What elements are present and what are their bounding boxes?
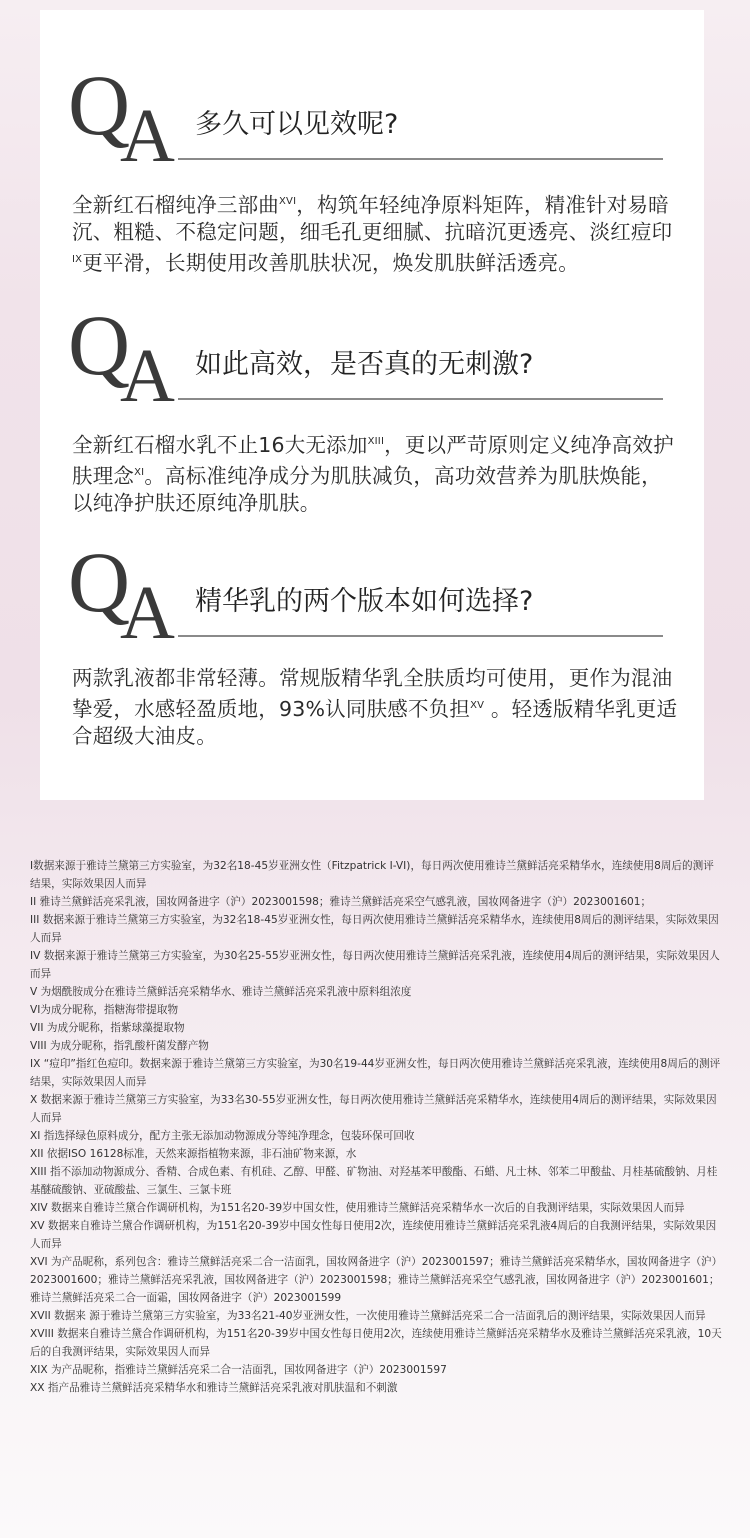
footnote: XIV 数据来自雅诗兰黛合作调研机构，为151名20-39岁中国女性，使用雅诗兰黛鲜活亮采精华水一次后的自我测评结果，实际效果因人而异 <box>30 1202 685 1214</box>
qa-logo-a: A <box>120 94 175 178</box>
footnote: XIX 为产品昵称，指雅诗兰黛鲜活亮采二合一洁面乳，国妆网备进字（沪）2023001597 <box>30 1364 447 1376</box>
qa-logo-a: A <box>120 571 175 655</box>
qa-logo <box>68 534 188 655</box>
footnote: I数据来源于雅诗兰黛第三方实验室，为32名18-45岁亚洲女性（Fitzpatrick I-VI)，每日两次使用雅诗兰黛鲜活亮采精华水，连续使用8周后的测评结果，实际效果因人而异 <box>30 860 714 890</box>
qa-divider <box>178 635 663 637</box>
footnote: IX “痘印”指红色痘印。数据来源于雅诗兰黛第三方实验室，为30名19-44岁亚洲女性，每日两次使用雅诗兰黛鲜活亮采乳液，连续使用8周后的测评结果，实际效果因人而异 <box>30 1058 721 1088</box>
qa-answer <box>72 665 682 750</box>
footnote: XI 指选择绿色原料成分，配方主张无添加动物源成分等纯净理念，包装环保可回收 <box>30 1130 415 1142</box>
footnote: VIII 为成分昵称，指乳酸杆菌发酵产物 <box>30 1040 209 1052</box>
qa-logo-q: Q <box>68 534 131 630</box>
footnote: XII 依据ISO 16128标准，天然来源指植物来源，非石油矿物来源，水 <box>30 1148 357 1160</box>
footnote: IV 数据来源于雅诗兰黛第三方实验室，为30名25-55岁亚洲女性，每日两次使用雅诗兰黛鲜活亮采乳液，连续使用4周后的测评结果，实际效果因人而异 <box>30 950 720 980</box>
qa-divider <box>178 158 663 160</box>
qa-logo-q: Q <box>68 297 131 393</box>
qa-logo <box>68 57 188 178</box>
footnote-marker: XI <box>134 467 145 478</box>
answer-text: 全新红石榴纯净三部曲 <box>72 193 279 217</box>
answer-text: 更平滑，长期使用改善肌肤状况，焕发肌肤鲜活透亮。 <box>82 251 580 275</box>
footnote: XVI 为产品昵称，系列包含：雅诗兰黛鲜活亮采二合一洁面乳，国妆网备进字（沪）2023001597；雅诗兰黛鲜活亮采精华水，国妆网备进字（沪）2023001600；雅诗兰黛鲜活亮采乳液，国妆网备进字（沪）2023001598；雅诗兰黛鲜活亮采空气感乳液，国妆网备进字（沪）2023001601；雅诗兰黛鲜活亮采二合一面霜，国妆网备进字（沪）2023001599 <box>30 1256 720 1304</box>
answer-text: 全新红石榴水乳不止16大无添加 <box>72 433 368 457</box>
footnote: XVII 数据来 源于雅诗兰黛第三方实验室，为33名21-40岁亚洲女性，一次使用雅诗兰黛鲜活亮采二合一洁面乳后的测评结果，实际效果因人而异 <box>30 1310 706 1322</box>
qa-question: 多久可以见效呢? <box>195 109 399 140</box>
answer-text: 两款乳液都非常轻薄。常规版精华乳全肤质均可使用，更作为混油挚爱，水感轻盈质地，93%认同肤感不负担 <box>72 666 673 721</box>
qa-divider <box>178 398 663 400</box>
footnote-marker: IX <box>72 254 83 265</box>
answer-text: 。轻透版精华乳更适合超级大油皮。 <box>72 697 678 748</box>
footnotes <box>30 857 722 1397</box>
answer-text: 。高标准纯净成分为肌肤减负，高功效营养为肌肤焕能，以纯净护肤还原纯净肌肤。 <box>72 464 662 515</box>
qa-question: 精华乳的两个版本如何选择? <box>195 586 534 617</box>
footnote-marker: XIII <box>367 436 385 447</box>
qa-answer <box>72 188 682 277</box>
qa-card <box>40 10 704 800</box>
footnote: VI为成分昵称，指糖海带提取物 <box>30 1004 179 1016</box>
qa-logo <box>68 297 188 418</box>
footnote: XIII 指不添加动物源成分、香精、合成色素、有机硅、乙醇、甲醛、矿物油、对羟基苯甲酸酯、石蜡、凡士林、邻苯二甲酸盐、月桂基硫酸钠、月桂基醚硫酸钠、亚硫酸盐、三氯生、三氯卡班 <box>30 1166 718 1196</box>
answer-text: ，更以严苛原则定义纯净高效护肤理念 <box>72 433 674 488</box>
footnote: V 为烟酰胺成分在雅诗兰黛鲜活亮采精华水、雅诗兰黛鲜活亮采乳液中原料组浓度 <box>30 986 412 998</box>
footnote: VII 为成分昵称，指紫球藻提取物 <box>30 1022 185 1034</box>
answer-text: ，构筑年轻纯净原料矩阵，精准针对易暗沉、粗糙、不稳定问题，细毛孔更细腻、抗暗沉更透亮、淡红痘印 <box>72 193 673 244</box>
footnote-marker: XVI <box>279 196 297 207</box>
footnote: II 雅诗兰黛鲜活亮采乳液，国妆网备进字（沪）2023001598；雅诗兰黛鲜活亮采空气感乳液，国妆网备进字（沪）2023001601； <box>30 896 652 908</box>
footnote: III 数据来源于雅诗兰黛第三方实验室，为32名18-45岁亚洲女性，每日两次使用雅诗兰黛鲜活亮采精华水，连续使用8周后的测评结果，实际效果因人而异 <box>30 914 719 944</box>
footnote: X 数据来源于雅诗兰黛第三方实验室，为33名30-55岁亚洲女性，每日两次使用雅诗兰黛鲜活亮采精华水，连续使用4周后的测评结果，实际效果因人而异 <box>30 1094 717 1124</box>
qa-logo-a: A <box>120 334 175 418</box>
qa-question: 如此高效，是否真的无刺激? <box>195 349 534 380</box>
footnote: XV 数据来自雅诗兰黛合作调研机构，为151名20-39岁中国女性每日使用2次，连续使用雅诗兰黛鲜活亮采乳液4周后的自我测评结果，实际效果因人而异 <box>30 1220 717 1250</box>
qa-logo-q: Q <box>68 57 131 153</box>
footnote-marker: XV <box>470 700 485 711</box>
qa-answer <box>72 428 682 517</box>
footnote: XX 指产品雅诗兰黛鲜活亮采精华水和雅诗兰黛鲜活亮采乳液对肌肤温和不刺激 <box>30 1382 398 1394</box>
footnote: XVIII 数据来自雅诗兰黛合作调研机构，为151名20-39岁中国女性每日使用2次，连续使用雅诗兰黛鲜活亮采精华水及雅诗兰黛鲜活亮采乳液，10天后的自我测评结果，实际效果因人而异 <box>30 1328 722 1358</box>
